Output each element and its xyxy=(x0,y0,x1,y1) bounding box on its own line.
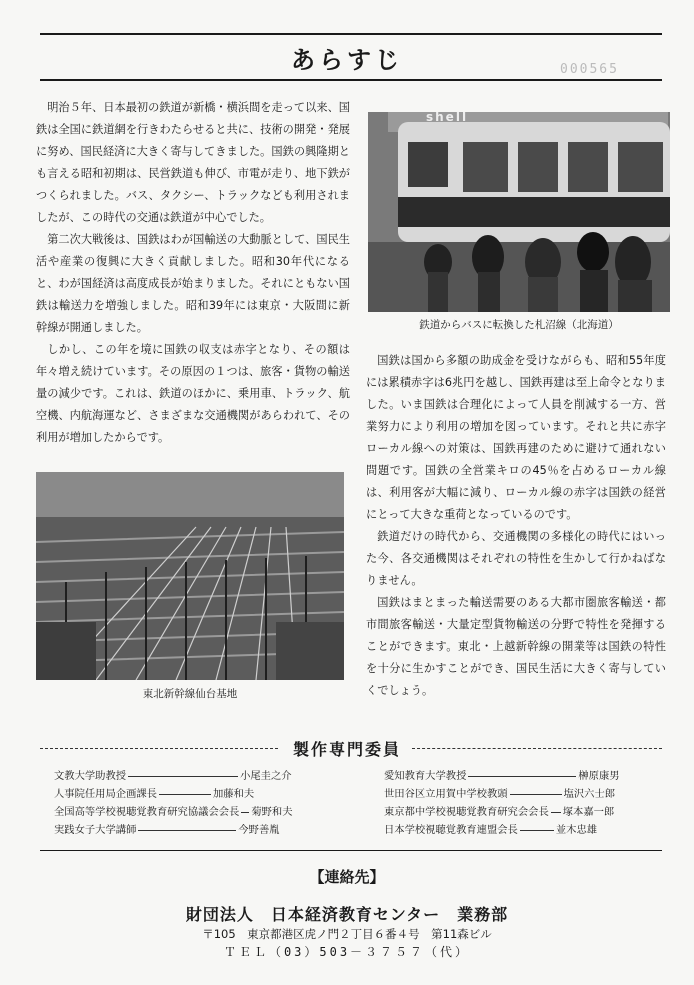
bus-photo xyxy=(368,112,670,312)
top-rule xyxy=(40,33,662,35)
handwritten-number: 000565 xyxy=(560,62,619,77)
member-name: 並木忠雄 xyxy=(555,824,598,836)
member-name: 今野善胤 xyxy=(238,824,280,836)
left-text-column xyxy=(36,97,350,449)
contact-tel: ＴＥＬ（03）503－３７５７（代） xyxy=(223,945,471,959)
rail-yard-photo-caption: 東北新幹線仙台基地 xyxy=(142,688,238,700)
member-title: 全国高等学校視聴覚教育研究協議会会長 xyxy=(54,806,240,818)
committee-member xyxy=(384,785,615,800)
contact-address: 〒105 東京都港区虎ノ門２丁目６番４号 第11森ビル xyxy=(202,927,492,941)
member-name: 塩沢六士郎 xyxy=(563,788,616,800)
member-name: 加藤和夫 xyxy=(212,788,255,800)
bus-sign-text: shell xyxy=(426,112,469,124)
contact-rule xyxy=(40,850,662,851)
committee-member xyxy=(384,767,620,782)
committee-divider-right xyxy=(412,748,662,749)
committee-member xyxy=(54,803,293,818)
page-title: あらすじ xyxy=(291,46,403,74)
rail-yard-illustration xyxy=(36,472,344,680)
member-name: 榊原康男 xyxy=(578,770,620,782)
member-title: 日本学校視聴覚教育連盟会長 xyxy=(384,824,518,836)
member-title: 実践女子大学講師 xyxy=(54,824,137,836)
committee-member xyxy=(384,821,597,836)
committee-member xyxy=(54,785,254,800)
paragraph: 国鉄はまとまった輸送需要のある大都市圏旅客輸送・都市間旅客輸送・大量定型貨物輸送の分野で特性を発揮することができます。東北・上越新幹線の開業等は国鉄の特性を十分に生かすことができ、国民生活に大きく寄与していくでしょう。 xyxy=(366,596,666,697)
contact-organization: 財団法人 日本経済教育センター 業務部 xyxy=(185,905,509,924)
bus-photo-caption: 鉄道からバスに転換した札沼線（北海道） xyxy=(419,319,619,331)
right-text-column xyxy=(366,350,666,702)
bus-illustration xyxy=(368,112,670,312)
member-title: 人事院任用局企画課長 xyxy=(54,788,157,800)
paragraph: しかし、この年を境に国鉄の収支は赤字となり、その額は年々増え続けています。その原因の１つは、旅客・貨物の輸送量の減少です。これは、鉄道のほかに、乗用車、トラック、航空機、内航海運など、さまざまな交通機関があらわれて、その利用が増加したからです。 xyxy=(36,343,350,444)
committee-member xyxy=(384,803,614,818)
committee-member xyxy=(54,821,280,836)
committee-member xyxy=(54,767,292,782)
member-name: 塚本嘉一郎 xyxy=(562,806,615,818)
member-name: 小尾圭之介 xyxy=(240,770,292,782)
contact-heading: 【連絡先】 xyxy=(309,868,385,886)
paragraph: 第二次大戦後は、国鉄はわが国輸送の大動脈として、国民生活や産業の復興に大きく貢献しました。昭和30年代になると、わが国経済は高度成長が始まりました。それにともない国鉄は輸送力を増強しました。昭和39年には東京・大阪間に新幹線が開通しました。 xyxy=(36,233,350,334)
member-title: 世田谷区立用賀中学校教頭 xyxy=(384,788,508,800)
member-title: 東京都中学校視聴覚教育研究会会長 xyxy=(384,806,549,818)
member-name: 菊野和夫 xyxy=(251,806,293,818)
paragraph: 明治５年、日本最初の鉄道が新橋・横浜間を走って以来、国鉄は全国に鉄道網を行きわたらせると共に、技術の開発・発展に努め、国民経済に大きく寄与してきました。国鉄の興隆期とも言える昭和初期は、民営鉄道も伸び、市電が走り、地下鉄がつくられました。バス、タクシー、トラックなども利用されましたが、この時代の交通は鉄道が中心でした。 xyxy=(36,101,350,224)
member-title: 文教大学助教授 xyxy=(54,770,127,782)
paragraph: 鉄道だけの時代から、交通機関の多様化の時代にはいった今、各交通機関はそれぞれの特性を生かして行かねばなりません。 xyxy=(366,530,666,587)
committee-heading: 製作専門委員 xyxy=(292,740,401,759)
rail-yard-photo xyxy=(36,472,344,680)
member-title: 愛知教育大学教授 xyxy=(384,770,467,782)
title-rule xyxy=(40,79,662,81)
paragraph: 国鉄は国から多額の助成金を受けながらも、昭和55年度には累積赤字は6兆円を越し、国鉄再建は至上命令となりました。いま国鉄は合理化によって人員を削減する一方、営業努力により利用の増加を図っています。それと共に赤字ローカル線への対策は、国鉄再建のために避けて通れない問題です。国鉄の全営業キロの45％を占めるローカル線は、利用客が大幅に減り、ローカル線の赤字は国鉄の経営にとって大きな重荷となっているのです。 xyxy=(366,354,666,521)
